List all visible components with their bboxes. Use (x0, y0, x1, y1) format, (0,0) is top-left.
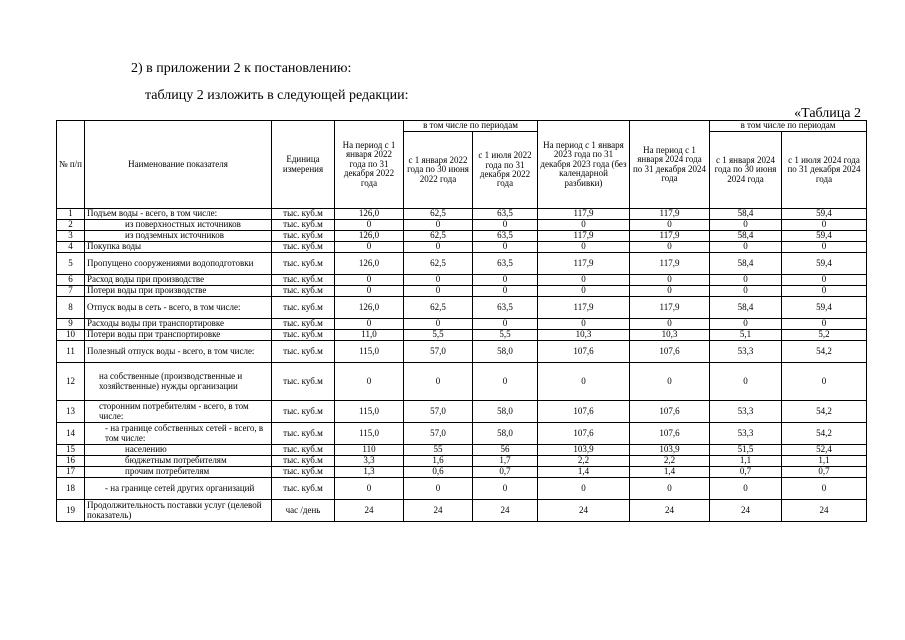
row-number: 14 (57, 423, 85, 445)
row-value: 0 (404, 220, 473, 231)
row-unit: тыс. куб.м (272, 478, 335, 500)
row-value: 0 (782, 242, 867, 253)
row-number: 15 (57, 445, 85, 456)
row-value: 0,7 (710, 467, 782, 478)
row-value: 0,6 (404, 467, 473, 478)
row-value: 5,5 (404, 330, 473, 341)
row-value: 103,9 (630, 445, 710, 456)
row-value: 0 (335, 363, 404, 401)
row-value: 55 (404, 445, 473, 456)
row-number: 4 (57, 242, 85, 253)
header-2022-h2: с 1 июля 2022 года по 31 декабря 2022 года (473, 132, 538, 209)
row-value: 53,3 (710, 401, 782, 423)
row-indicator-name: Подъем воды - всего, в том числе: (85, 209, 272, 220)
row-value: 0 (335, 286, 404, 297)
row-value: 63,5 (473, 209, 538, 220)
row-value: 110 (335, 445, 404, 456)
row-indicator-name: Полезный отпуск воды - всего, в том числе: (85, 341, 272, 363)
intro-line-2: таблицу 2 изложить в следующей редакции: (145, 88, 409, 103)
row-value: 0 (404, 275, 473, 286)
row-value: 53,3 (710, 423, 782, 445)
row-value: 5,5 (473, 330, 538, 341)
row-value: 0 (782, 275, 867, 286)
row-indicator-name: Покупка воды (85, 242, 272, 253)
row-value: 54,2 (782, 423, 867, 445)
header-included-2024: в том числе по периодам (710, 121, 867, 132)
row-value: 0 (630, 319, 710, 330)
row-value: 0 (710, 286, 782, 297)
row-value: 0 (782, 363, 867, 401)
row-value: 0 (538, 275, 630, 286)
row-value: 115,0 (335, 341, 404, 363)
table-row (57, 341, 867, 363)
row-indicator-name: сторонним потребителям - всего, в том числе: (85, 401, 272, 423)
row-value: 117,9 (538, 253, 630, 275)
table-row (57, 500, 867, 522)
row-value: 1,6 (404, 456, 473, 467)
row-value: 0 (473, 275, 538, 286)
row-value: 10,3 (630, 330, 710, 341)
row-indicator-name: - на границе сетей других организаций (85, 478, 272, 500)
header-period-2023: На период с 1 января 2023 года по 31 декабря 2023 года (без календарной разбивки) (538, 121, 630, 209)
row-value: 0 (710, 275, 782, 286)
row-value: 0 (538, 220, 630, 231)
row-value: 54,2 (782, 401, 867, 423)
row-value: 107,6 (538, 423, 630, 445)
row-indicator-name: из поверхностных источников (85, 220, 272, 231)
row-value: 0 (538, 319, 630, 330)
row-value: 126,0 (335, 209, 404, 220)
row-unit: тыс. куб.м (272, 319, 335, 330)
row-value: 0 (630, 286, 710, 297)
row-number: 7 (57, 286, 85, 297)
row-unit: тыс. куб.м (272, 341, 335, 363)
row-value: 51,5 (710, 445, 782, 456)
row-value: 57,0 (404, 341, 473, 363)
row-value: 0 (630, 220, 710, 231)
row-value: 0 (473, 363, 538, 401)
row-value: 57,0 (404, 423, 473, 445)
row-value: 0 (710, 478, 782, 500)
row-value: 1,3 (335, 467, 404, 478)
row-indicator-name: Пропущено сооружениями водоподготовки (85, 253, 272, 275)
row-number: 2 (57, 220, 85, 231)
row-value: 58,0 (473, 341, 538, 363)
row-value: 0 (335, 275, 404, 286)
row-value: 0 (473, 319, 538, 330)
row-number: 19 (57, 500, 85, 522)
table-row (57, 253, 867, 275)
row-value: 0 (630, 478, 710, 500)
table-row (57, 286, 867, 297)
row-value: 0 (538, 242, 630, 253)
row-value: 103,9 (538, 445, 630, 456)
row-value: 62,5 (404, 209, 473, 220)
row-unit: тыс. куб.м (272, 220, 335, 231)
row-value: 0 (404, 363, 473, 401)
row-unit: тыс. куб.м (272, 445, 335, 456)
row-number: 6 (57, 275, 85, 286)
row-number: 11 (57, 341, 85, 363)
row-value: 0 (710, 319, 782, 330)
row-value: 0 (782, 319, 867, 330)
row-value: 0 (404, 478, 473, 500)
table-row (57, 275, 867, 286)
row-value: 107,6 (630, 423, 710, 445)
table-row (57, 242, 867, 253)
row-value: 107,6 (538, 341, 630, 363)
row-unit: тыс. куб.м (272, 363, 335, 401)
row-indicator-name: Потери воды при производстве (85, 286, 272, 297)
row-value: 5,2 (782, 330, 867, 341)
row-unit: тыс. куб.м (272, 275, 335, 286)
row-value: 117,9 (630, 231, 710, 242)
table-row (57, 220, 867, 231)
row-value: 58,4 (710, 209, 782, 220)
header-name: Наименование показателя (85, 121, 272, 209)
row-unit: тыс. куб.м (272, 253, 335, 275)
row-value: 0 (473, 220, 538, 231)
row-value: 1,1 (782, 456, 867, 467)
row-value: 107,6 (538, 401, 630, 423)
row-value: 24 (630, 500, 710, 522)
row-indicator-name: Отпуск воды в сеть - всего, в том числе: (85, 297, 272, 319)
row-unit: тыс. куб.м (272, 456, 335, 467)
row-number: 1 (57, 209, 85, 220)
table-row (57, 319, 867, 330)
row-value: 117,9 (538, 209, 630, 220)
row-unit: тыс. куб.м (272, 401, 335, 423)
row-value: 58,4 (710, 231, 782, 242)
header-num: № п/п (57, 121, 85, 209)
row-indicator-name: Расход воды при производстве (85, 275, 272, 286)
row-value: 0 (335, 242, 404, 253)
row-value: 0 (473, 286, 538, 297)
table-row (57, 231, 867, 242)
row-value: 0 (538, 478, 630, 500)
row-indicator-name: из подземных источников (85, 231, 272, 242)
row-number: 13 (57, 401, 85, 423)
row-value: 1,4 (538, 467, 630, 478)
row-value: 62,5 (404, 253, 473, 275)
row-unit: тыс. куб.м (272, 286, 335, 297)
row-value: 24 (335, 500, 404, 522)
row-value: 2,2 (630, 456, 710, 467)
row-indicator-name: Расходы воды при транспортировке (85, 319, 272, 330)
row-value: 58,4 (710, 253, 782, 275)
row-value: 0 (404, 286, 473, 297)
row-value: 54,2 (782, 341, 867, 363)
row-unit: тыс. куб.м (272, 242, 335, 253)
row-value: 0 (710, 242, 782, 253)
row-value: 0 (473, 478, 538, 500)
row-value: 0 (335, 319, 404, 330)
table-caption: «Таблица 2 (794, 106, 861, 121)
row-value: 0 (782, 286, 867, 297)
row-value: 107,6 (630, 401, 710, 423)
row-value: 63,5 (473, 231, 538, 242)
row-value: 2,2 (538, 456, 630, 467)
row-value: 0 (404, 242, 473, 253)
row-value: 0 (335, 220, 404, 231)
row-value: 0,7 (782, 467, 867, 478)
row-unit: тыс. куб.м (272, 330, 335, 341)
row-value: 52,4 (782, 445, 867, 456)
header-included-2022: в том числе по периодам (404, 121, 538, 132)
row-value: 115,0 (335, 423, 404, 445)
row-value: 117,9 (630, 297, 710, 319)
header-unit: Единица измерения (272, 121, 335, 209)
table-row (57, 478, 867, 500)
row-value: 126,0 (335, 253, 404, 275)
row-value: 3,3 (335, 456, 404, 467)
row-value: 1,1 (710, 456, 782, 467)
row-value: 63,5 (473, 253, 538, 275)
row-unit: тыс. куб.м (272, 467, 335, 478)
row-indicator-name: на собственные (производственные и хозяйственные) нужды организации (85, 363, 272, 401)
row-number: 10 (57, 330, 85, 341)
header-period-2022: На период с 1 января 2022 года по 31 декабря 2022 года (335, 121, 404, 209)
row-value: 24 (473, 500, 538, 522)
row-value: 117,9 (630, 253, 710, 275)
row-value: 56 (473, 445, 538, 456)
row-value: 107,6 (630, 341, 710, 363)
row-indicator-name: бюджетным потребителям (85, 456, 272, 467)
row-value: 126,0 (335, 231, 404, 242)
row-value: 24 (404, 500, 473, 522)
row-number: 17 (57, 467, 85, 478)
row-unit: тыс. куб.м (272, 231, 335, 242)
row-value: 115,0 (335, 401, 404, 423)
row-indicator-name: Продолжительность поставки услуг (целевой показатель) (85, 500, 272, 522)
row-value: 0 (710, 220, 782, 231)
row-value: 117,9 (538, 231, 630, 242)
table-row (57, 209, 867, 220)
table-row (57, 401, 867, 423)
row-value: 59,4 (782, 253, 867, 275)
row-indicator-name: Потери воды при транспортировке (85, 330, 272, 341)
row-value: 0 (404, 319, 473, 330)
row-indicator-name: - на границе собственных сетей - всего, в том числе: (85, 423, 272, 445)
row-indicator-name: населению (85, 445, 272, 456)
row-number: 18 (57, 478, 85, 500)
intro-line-1: 2) в приложении 2 к постановлению: (131, 61, 352, 76)
row-value: 59,4 (782, 231, 867, 242)
row-value: 0 (630, 242, 710, 253)
row-value: 58,0 (473, 423, 538, 445)
header-2024-h1: с 1 января 2024 года по 30 июня 2024 года (710, 132, 782, 209)
table-row (57, 297, 867, 319)
table-row (57, 467, 867, 478)
table-row (57, 423, 867, 445)
row-value: 0 (710, 363, 782, 401)
row-value: 24 (538, 500, 630, 522)
row-value: 0 (335, 478, 404, 500)
row-number: 9 (57, 319, 85, 330)
row-value: 1,4 (630, 467, 710, 478)
header-2022-h1: с 1 января 2022 года по 30 июня 2022 года (404, 132, 473, 209)
row-value: 63,5 (473, 297, 538, 319)
row-value: 1,7 (473, 456, 538, 467)
table-row (57, 445, 867, 456)
row-value: 0 (473, 242, 538, 253)
row-unit: час /день (272, 500, 335, 522)
row-value: 62,5 (404, 297, 473, 319)
row-value: 0 (782, 220, 867, 231)
row-value: 11,0 (335, 330, 404, 341)
row-value: 0 (782, 478, 867, 500)
row-number: 5 (57, 253, 85, 275)
row-number: 16 (57, 456, 85, 467)
row-value: 24 (710, 500, 782, 522)
row-unit: тыс. куб.м (272, 423, 335, 445)
table-row (57, 330, 867, 341)
row-unit: тыс. куб.м (272, 297, 335, 319)
indicators-table (56, 120, 867, 522)
row-value: 117,9 (630, 209, 710, 220)
row-value: 59,4 (782, 297, 867, 319)
row-value: 10,3 (538, 330, 630, 341)
row-value: 57,0 (404, 401, 473, 423)
row-value: 117,9 (538, 297, 630, 319)
row-value: 58,4 (710, 297, 782, 319)
row-value: 5,1 (710, 330, 782, 341)
row-value: 0,7 (473, 467, 538, 478)
table-row (57, 363, 867, 401)
row-value: 59,4 (782, 209, 867, 220)
table-body (57, 209, 867, 522)
row-value: 62,5 (404, 231, 473, 242)
table-row (57, 456, 867, 467)
row-number: 3 (57, 231, 85, 242)
row-unit: тыс. куб.м (272, 209, 335, 220)
row-value: 24 (782, 500, 867, 522)
row-value: 58,0 (473, 401, 538, 423)
header-2024-h2: с 1 июля 2024 года по 31 декабря 2024 года (782, 132, 867, 209)
row-indicator-name: прочим потребителям (85, 467, 272, 478)
row-value: 53,3 (710, 341, 782, 363)
row-value: 126,0 (335, 297, 404, 319)
row-value: 0 (630, 363, 710, 401)
row-number: 12 (57, 363, 85, 401)
header-period-2024: На период с 1 января 2024 года по 31 декабря 2024 года (630, 121, 710, 209)
row-value: 0 (538, 286, 630, 297)
row-number: 8 (57, 297, 85, 319)
row-value: 0 (538, 363, 630, 401)
row-value: 0 (630, 275, 710, 286)
